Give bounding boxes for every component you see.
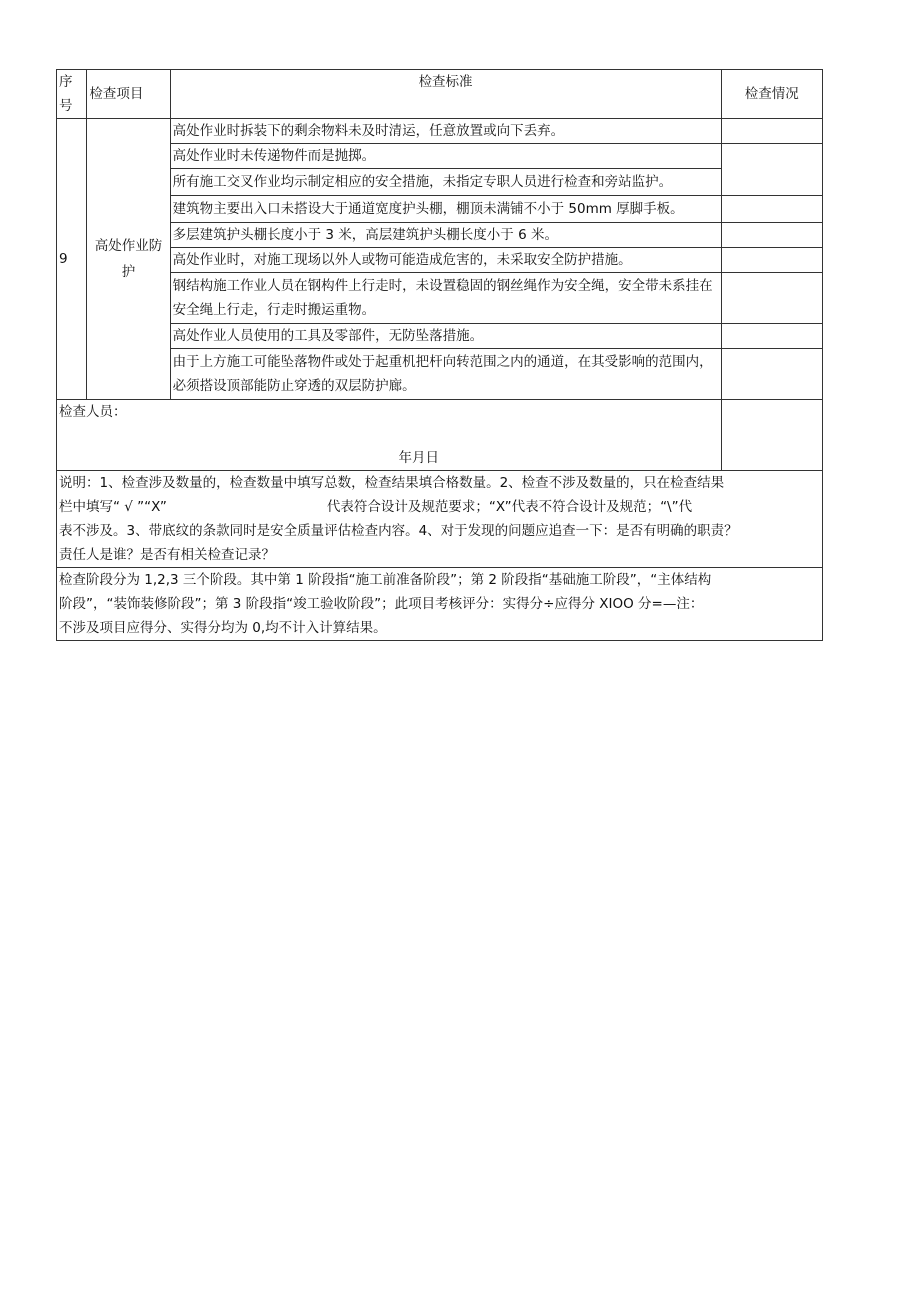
standard-cell: 高处作业时未传递物件而是抛掷。 [170,144,721,169]
standard-cell: 钢结构施工作业人员在钢构件上行走时，未设置稳固的钢丝绳作为安全绳，安全带未系挂在安全绳上行走，行走时搬运重物。 [170,273,721,324]
note-line: 检查阶段分为 1,2,3 三个阶段。其中第 1 阶段指“施工前准备阶段”；第 2 阶段指“基础施工阶段”，“主体结构 [59,572,712,588]
notes-row [57,471,823,568]
standard-cell: 建筑物主要出入口未搭设大于通道宽度护头棚，棚顶未满铺不小于 50mm 厚脚手板。 [170,196,721,223]
note-line: 阶段”，“装饰装修阶段”；第 3 阶段指“竣工验收阶段”；此项目考核评分：实得分÷应得分 XIOO 分=—注： [59,596,704,612]
standard-cell: 高处作业人员使用的工具及零部件，无防坠落措施。 [170,324,721,349]
standard-cell: 所有施工交叉作业均示制定相应的安全措施，未指定专职人员进行检查和旁站监护。 [170,169,721,196]
table-row [57,144,823,169]
header-seq: 序号 [57,70,87,119]
section-seq: 9 [57,119,87,400]
result-cell[interactable] [721,324,822,349]
table-row [57,248,823,273]
stage-note [57,568,823,641]
standard-cell: 由于上方施工可能坠落物件或处于起重机把杆向转范围之内的通道，在其受影响的范围内，必须搭设顶部能防止穿透的双层防护廊。 [170,349,721,400]
inspector-row [57,400,823,471]
result-cell[interactable] [721,273,822,324]
table-row [57,119,823,144]
note-line [59,495,820,519]
header-item: 检查项目 [87,70,170,119]
result-cell[interactable] [721,223,822,248]
standard-cell: 高处作业时拆装下的剩余物料未及时清运，任意放置或向下丢弃。 [170,119,721,144]
header-result: 检查情况 [721,70,822,119]
explanation-note [57,471,823,568]
inspector-date: 年月日 [398,450,439,466]
table-row [57,273,823,324]
standard-cell: 多层建筑护头棚长度小于 3 米，高层建筑护头棚长度小于 6 米。 [170,223,721,248]
inspector-label: 检查人员： [59,404,127,420]
note-line: 说明：1、检查涉及数量的，检查数量中填写总数，检查结果填合格数量。2、检查不涉及数量的，只在检查结果 [59,475,725,491]
standard-cell: 高处作业时，对施工现场以外人或物可能造成危害的，未采取安全防护措施。 [170,248,721,273]
result-cell[interactable] [721,349,822,400]
table-row [57,349,823,400]
header-row [57,70,823,119]
result-cell[interactable] [721,119,822,144]
note-line: 责任人是谁？是否有相关检查记录？ [59,547,275,563]
note-text: 代表符合设计及规范要求；“X”代表不符合设计及规范；“\”代 [326,499,693,515]
inspector-cell [57,400,722,471]
section-item: 高处作业防护 [87,119,170,400]
result-cell[interactable] [721,144,822,196]
note-text: 栏中填写“ √ ”“X” [59,499,167,515]
inspection-table [56,69,823,641]
result-cell[interactable] [721,196,822,223]
inspector-signature-cell[interactable] [721,400,822,471]
header-standard: 检查标准 [170,70,721,119]
table-row [57,169,823,196]
note-line: 表不涉及。3、带底纹的条款同时是安全质量评估检查内容。4、对于发现的问题应追查一下：是否有明确的职责？ [59,523,738,539]
table-row [57,196,823,223]
inspection-sheet [56,69,823,641]
stage-row [57,568,823,641]
table-row [57,324,823,349]
table-row [57,223,823,248]
note-line: 不涉及项目应得分、实得分均为 0,均不计入计算结果。 [59,620,387,636]
result-cell[interactable] [721,248,822,273]
